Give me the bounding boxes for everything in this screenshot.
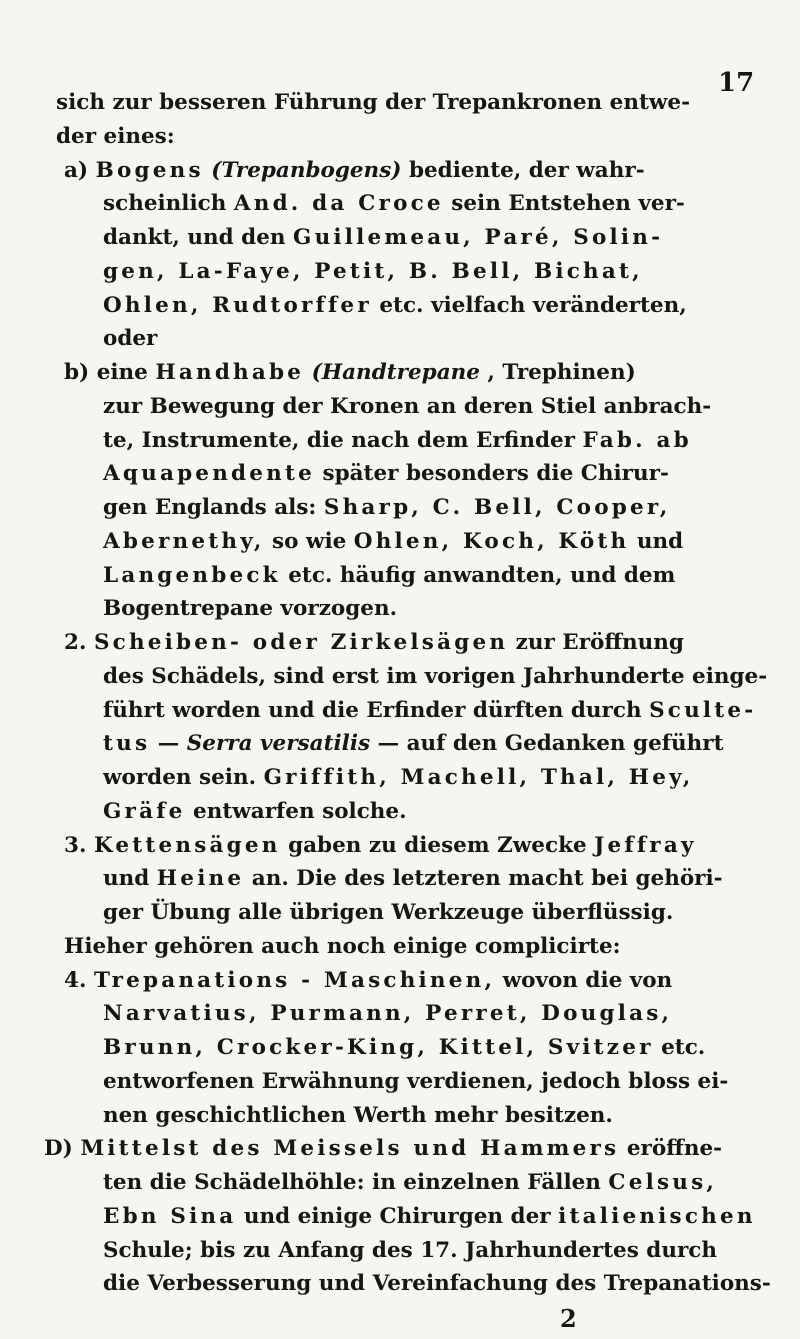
text-run: des Schädels, sind erst im vorigen Jahrhunderte einge- — [103, 664, 768, 689]
text-run: bediente, der wahr- — [401, 158, 645, 183]
text-run: Hieher gehören auch noch einige complicirte: — [64, 934, 621, 959]
text-run: 3. — [64, 833, 94, 858]
text-run: gaben zu diesem Zwecke — [280, 833, 595, 858]
text-line — [44, 1138, 722, 1160]
text-run: — auf den Gedanken geführt — [370, 731, 724, 756]
text-line — [103, 700, 756, 722]
text-line — [103, 1172, 717, 1194]
text-run: gen Englands als: — [103, 495, 324, 520]
text-line — [103, 1105, 613, 1127]
text-run: a) — [64, 158, 96, 183]
text-line — [103, 497, 671, 519]
text-line — [103, 868, 723, 890]
text-run: Bogens — [95, 158, 204, 183]
text-run: Heine — [156, 866, 245, 891]
text-line — [103, 902, 673, 924]
text-run: D) — [44, 1136, 81, 1161]
page-number: 17 — [718, 68, 755, 98]
text-run: Celsus, — [608, 1170, 718, 1195]
text-run: Langenbeck — [103, 563, 281, 588]
text-run: Schule; bis zu Anfang des 17. Jahrhundertes durch — [103, 1238, 718, 1263]
text-line — [64, 362, 636, 384]
text-run: der eines: — [56, 124, 175, 149]
text-run: Narvatius, Purmann, Perret, Douglas, — [103, 1001, 673, 1026]
text-run: tus — [103, 731, 151, 756]
text-run: Ohlen, Koch, Köth — [353, 529, 630, 554]
text-line — [56, 92, 690, 114]
text-run: 2. — [64, 630, 94, 655]
text-run: die Verbesserung und Vereinfachung des Trepanations- — [103, 1271, 771, 1296]
text-run: zur Eröffnung — [508, 630, 684, 655]
text-line — [103, 227, 663, 249]
text-run: And. da Croce — [233, 191, 444, 216]
text-run: Sharp, C. Bell, Cooper, — [323, 495, 671, 520]
text-run: Brunn, Crocker-King, Kittel, Svitzer — [103, 1035, 654, 1060]
text-run: Griffith, Machell, Thal, Hey, — [263, 765, 694, 790]
text-run: und — [103, 866, 157, 891]
text-run: zur Bewegung der Kronen an deren Stiel anbrach- — [103, 394, 712, 419]
text-line — [64, 936, 621, 958]
text-run: etc. häufig anwandten, und dem — [280, 563, 676, 588]
text-line — [103, 767, 693, 789]
text-line — [103, 1273, 771, 1295]
text-run: wovon die von — [495, 968, 673, 993]
text-line — [64, 970, 672, 992]
text-line — [103, 1240, 717, 1262]
text-run: scheinlich — [103, 191, 234, 216]
text-run: (Handtrepane — [311, 360, 480, 385]
text-line — [103, 261, 643, 283]
text-run: entworfenen Erwähnung verdienen, jedoch bloss ei- — [103, 1069, 729, 1094]
text-line — [103, 1206, 756, 1228]
text-line — [103, 598, 397, 620]
text-run: b) eine — [64, 360, 156, 385]
text-run: Abernethy, — [103, 529, 265, 554]
text-line — [103, 430, 692, 452]
text-run: Aquapendente — [103, 461, 315, 486]
text-run: Sculte- — [649, 698, 757, 723]
text-run: Guillemeau, Paré, Solin- — [293, 225, 664, 250]
text-run: Kettensägen — [93, 833, 281, 858]
text-line — [64, 632, 684, 654]
text-line — [103, 295, 687, 317]
text-run: Serra versatilis — [186, 731, 371, 756]
text-run: so wie — [264, 529, 354, 554]
text-run: sein Entstehen ver- — [443, 191, 685, 216]
text-run: Gräfe — [103, 799, 186, 824]
text-run: Ebn Sina — [103, 1204, 237, 1229]
text-run: ten die Schädelhöhle: in einzelnen Fällen — [103, 1170, 609, 1195]
text-line — [103, 565, 675, 587]
text-line — [103, 1071, 728, 1093]
text-line — [103, 733, 724, 755]
text-run: italienischen — [558, 1204, 756, 1229]
text-line — [103, 1003, 672, 1025]
text-line — [64, 835, 697, 857]
text-line — [103, 1037, 705, 1059]
text-run: Jeffray — [594, 833, 697, 858]
text-run: Trepanations - Maschinen, — [93, 968, 496, 993]
text-run: Mittelst des Meissels und Hammers — [80, 1136, 620, 1161]
text-line — [103, 801, 407, 823]
text-run: an. Die des letzteren macht bei gehöri- — [244, 866, 723, 891]
text-run: (Trepanbogens) — [211, 158, 402, 183]
text-run: etc. — [653, 1035, 706, 1060]
text-run: — — [150, 731, 187, 756]
text-run: ger Übung alle übrigen Werkzeuge überflüssig. — [103, 900, 674, 925]
text-run: te, Instrumente, die nach dem Erfinder — [103, 428, 583, 453]
text-line — [103, 463, 669, 485]
text-run: entwarfen solche. — [185, 799, 407, 824]
text-line — [103, 666, 767, 688]
text-run: Scheiben- oder Zirkelsägen — [93, 630, 509, 655]
text-run: oder — [103, 326, 158, 351]
text-run: Ohlen, Rudtorffer — [103, 293, 372, 318]
text-run — [304, 360, 312, 385]
text-line — [103, 531, 683, 553]
text-run: und einige Chirurgen der — [236, 1204, 559, 1229]
text-line — [103, 396, 711, 418]
text-run: und — [629, 529, 684, 554]
text-run: worden sein. — [103, 765, 264, 790]
text-run: , Trephinen) — [479, 360, 636, 385]
text-run: gen, La-Faye, Petit, B. Bell, Bichat, — [103, 259, 643, 284]
text-run: später besonders die Chirur- — [314, 461, 669, 486]
text-run: eröffne- — [619, 1136, 723, 1161]
text-line — [56, 126, 175, 148]
text-run: führt worden und die Erfinder dürften durch — [103, 698, 650, 723]
signature-mark: 2 — [560, 1304, 577, 1333]
text-run: nen geschichtlichen Werth mehr besitzen. — [103, 1103, 613, 1128]
text-run: sich zur besseren Führung der Trepankronen entwe- — [56, 90, 691, 115]
text-run: etc. vielfach veränderten, — [371, 293, 687, 318]
text-line — [103, 193, 685, 215]
text-run: 4. — [64, 968, 94, 993]
text-line — [103, 328, 157, 350]
text-line — [64, 160, 645, 182]
text-run: Handhabe — [155, 360, 305, 385]
text-run: dankt, und den — [103, 225, 294, 250]
text-run: Fab. ab — [582, 428, 692, 453]
text-run: Bogentrepane vorzogen. — [103, 596, 398, 621]
